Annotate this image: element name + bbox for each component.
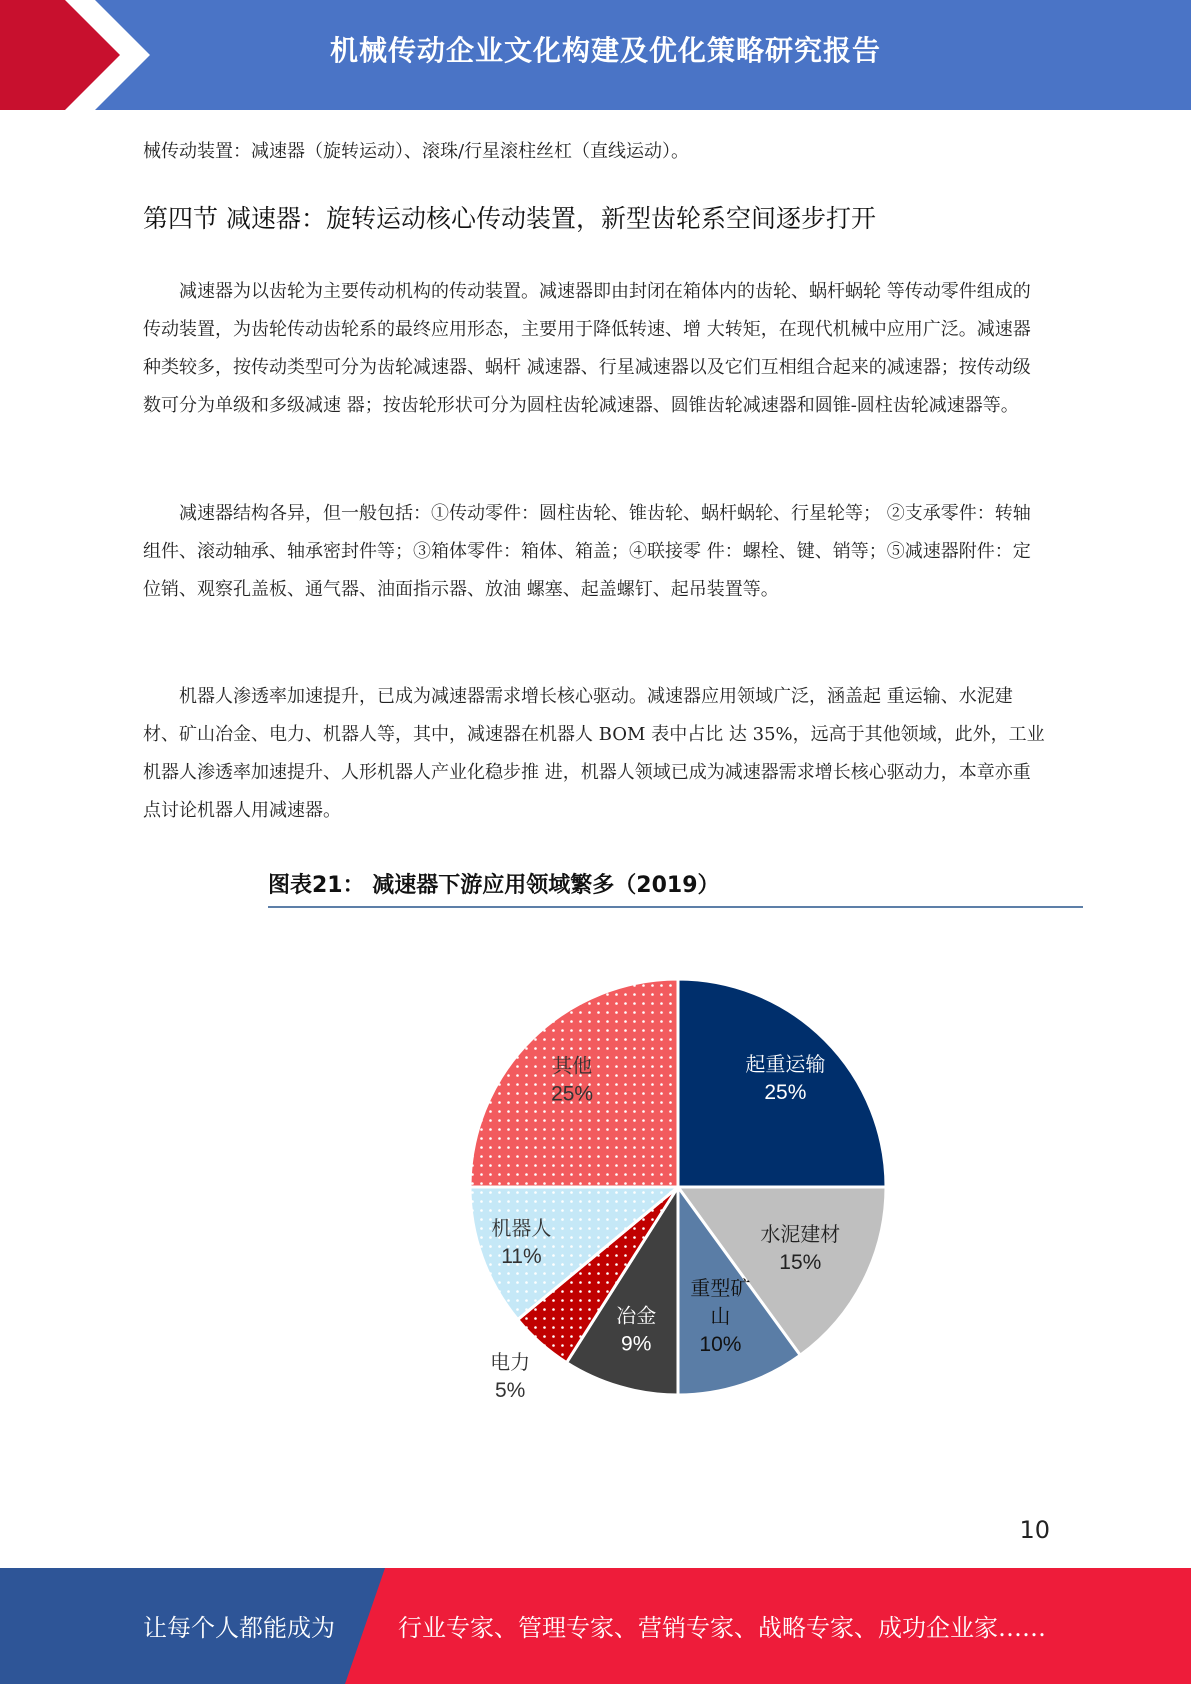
pie-value-1: 15%	[779, 1250, 822, 1274]
pie-label-5: 机器人	[491, 1215, 552, 1240]
pie-label-2-0: 重型矿	[690, 1276, 751, 1301]
pie-label-3: 冶金	[616, 1303, 657, 1328]
pie-value-6: 25%	[551, 1082, 594, 1106]
report-title: 机械传动企业文化构建及优化策略研究报告	[329, 34, 881, 67]
section-heading: 第四节 减速器：旋转运动核心传动装置，新型齿轮系空间逐步打开	[143, 204, 876, 233]
pie-label-0: 起重运输	[745, 1052, 826, 1077]
paragraph-2: 减速器结构各异，但一般包括：①传动零件：圆柱齿轮、锥齿轮、蜗杆蜗轮、行星轮等； ②支承零件：转轴组件、滚动轴承、轴承密封件等；③箱体零件：箱体、箱盖；④联接零 件：螺栓、键、销等；⑤减速器附件：定位销、观察孔盖板、通气器、油面指示器、放油 螺塞、起盖螺钉、起吊装置等。	[143, 503, 1031, 600]
pie-label-4: 电力	[490, 1349, 531, 1374]
pie-value-0: 25%	[764, 1081, 807, 1105]
figure-title: 图表21： 减速器下游应用领域繁多（2019）	[268, 866, 1083, 908]
pie-value-5: 11%	[501, 1244, 542, 1268]
pie-value-4: 5%	[495, 1378, 526, 1402]
page-number: 10	[1019, 1516, 1050, 1544]
paragraph-3: 机器人渗透率加速提升，已成为减速器需求增长核心驱动。减速器应用领域广泛，涵盖起 重运输、水泥建材、矿山冶金、电力、机器人等，其中，减速器在机器人 BOM 表中占比 达 35%，远高于其他领域，此外，工业机器人渗透率加速提升、人形机器人产业化稳步推 进，机器人领域已成为减速器需求增长核心驱动力，本章亦重点讨论机器人用减速器。	[143, 686, 1045, 821]
pie-label-2-1: 山	[710, 1304, 731, 1329]
intro-line: 械传动装置：减速器（旋转运动）、滚珠/行星滚柱丝杠（直线运动）。	[143, 141, 690, 162]
pie-label-6: 其他	[552, 1053, 593, 1078]
footer-slogan-left: 让每个人都能成为	[143, 1614, 335, 1642]
pie-value-3: 9%	[621, 1332, 652, 1356]
pie-label-1: 水泥建材	[760, 1221, 841, 1246]
paragraph-1: 减速器为以齿轮为主要传动机构的传动装置。减速器即由封闭在箱体内的齿轮、蜗杆蜗轮 等传动零件组成的传动装置，为齿轮传动齿轮系的最终应用形态，主要用于降低转速、增 大转矩，在现代机械中应用广泛。减速器种类较多，按传动类型可分为齿轮减速器、蜗杆 减速器、行星减速器以及它们互相组合起来的减速器；按传动级数可分为单级和多级减速 器；按齿轮形状可分为圆柱齿轮减速器、圆锥齿轮减速器和圆锥-圆柱齿轮减速器等。	[143, 281, 1031, 416]
footer-slogan-right: 行业专家、管理专家、营销专家、战略专家、成功企业家……	[398, 1614, 1046, 1642]
pie-value-2: 10%	[699, 1333, 742, 1357]
